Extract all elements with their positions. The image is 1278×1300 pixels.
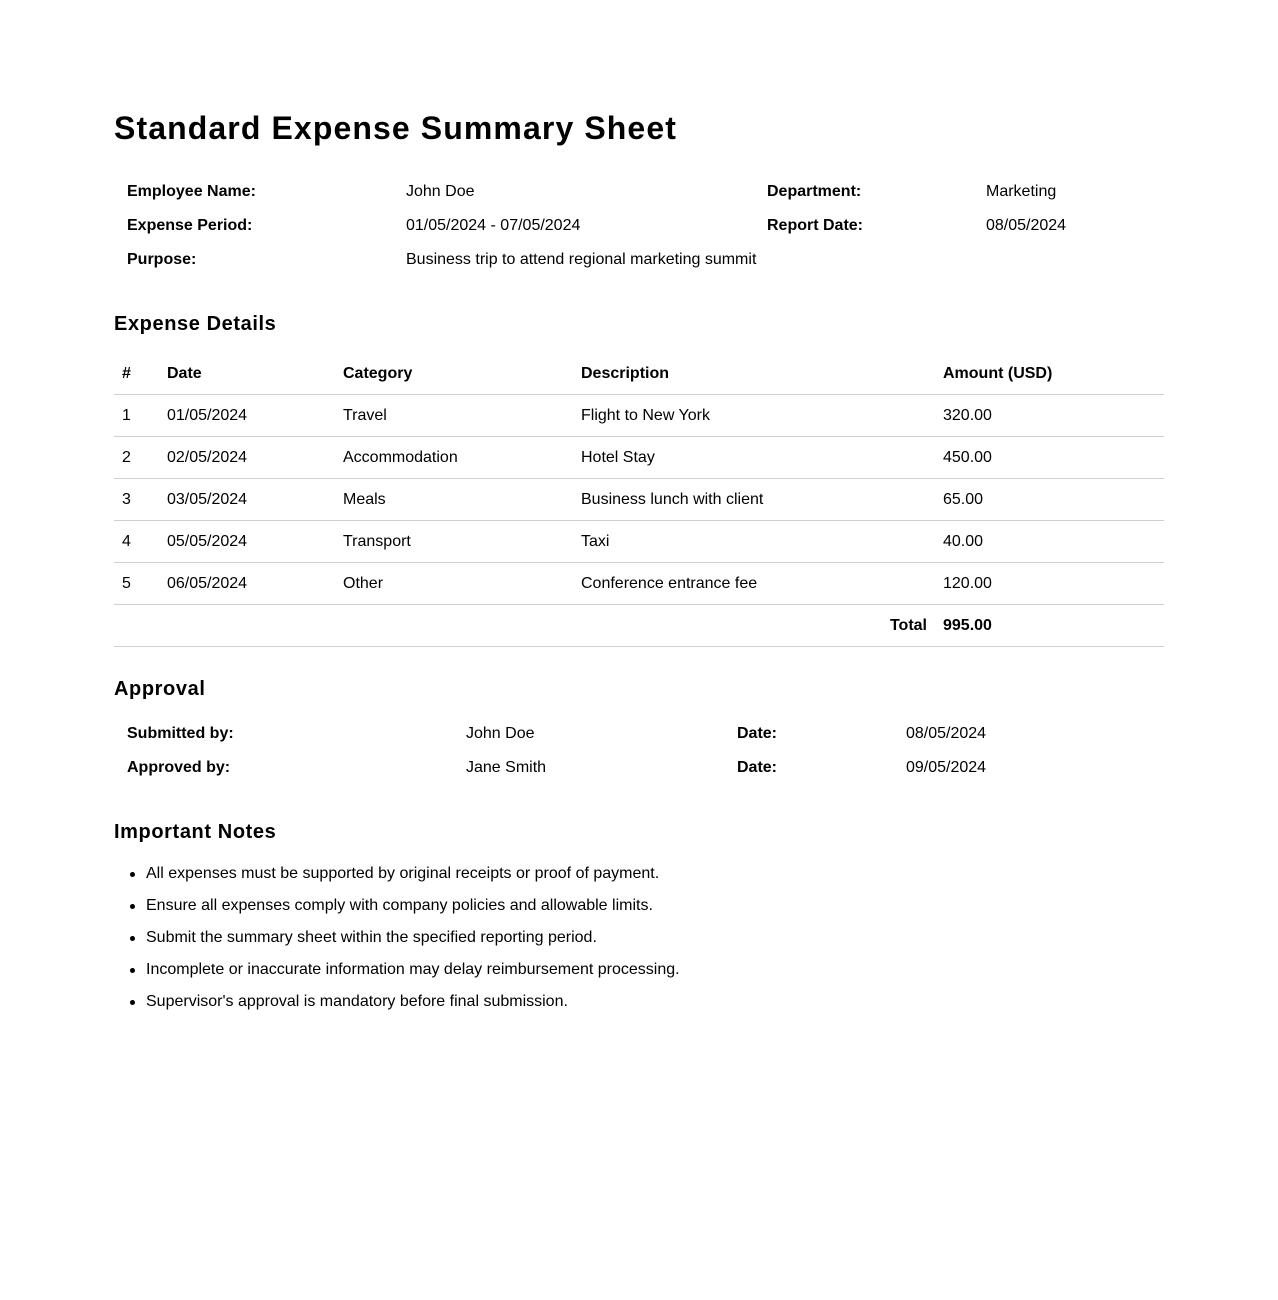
cell-category: Travel bbox=[343, 407, 387, 424]
bullet-icon bbox=[130, 936, 135, 941]
cell-date: 03/05/2024 bbox=[167, 491, 248, 508]
submitted-date-label: Date: bbox=[737, 725, 778, 742]
table-row bbox=[114, 521, 1164, 563]
approval-row-approved bbox=[114, 751, 1164, 785]
column-header-date: Date bbox=[167, 365, 202, 382]
table-row bbox=[114, 437, 1164, 479]
cell-amount: 450.00 bbox=[943, 449, 992, 466]
cell-amount: 65.00 bbox=[943, 491, 984, 508]
note-text: Submit the summary sheet within the specified reporting period. bbox=[146, 929, 597, 946]
column-header-description: Description bbox=[581, 365, 670, 382]
info-row-employee bbox=[114, 175, 1164, 209]
approved-date-value: 09/05/2024 bbox=[906, 759, 987, 776]
cell-number: 1 bbox=[122, 407, 131, 424]
column-header-amount: Amount (USD) bbox=[943, 365, 1053, 382]
cell-date: 02/05/2024 bbox=[167, 449, 248, 466]
total-value: 995.00 bbox=[943, 617, 992, 634]
cell-number: 3 bbox=[122, 491, 131, 508]
column-header-number: # bbox=[122, 365, 131, 382]
employee-info-section bbox=[114, 175, 1164, 277]
employee-name-label: Employee Name: bbox=[127, 183, 256, 200]
note-text: Ensure all expenses comply with company policies and allowable limits. bbox=[146, 897, 653, 914]
submitted-date-value: 08/05/2024 bbox=[906, 725, 987, 742]
table-header-row bbox=[114, 353, 1164, 395]
bullet-icon bbox=[130, 1000, 135, 1005]
bullet-icon bbox=[130, 904, 135, 909]
important-notes-heading: Important Notes bbox=[114, 821, 277, 843]
expense-details-heading: Expense Details bbox=[114, 313, 277, 335]
cell-date: 01/05/2024 bbox=[167, 407, 248, 424]
table-row bbox=[114, 395, 1164, 437]
cell-category: Meals bbox=[343, 491, 386, 508]
expense-period-value: 01/05/2024 - 07/05/2024 bbox=[406, 217, 581, 234]
cell-amount: 320.00 bbox=[943, 407, 992, 424]
approval-section bbox=[114, 717, 1164, 785]
cell-description: Conference entrance fee bbox=[581, 575, 758, 592]
table-row bbox=[114, 479, 1164, 521]
list-item bbox=[146, 922, 680, 954]
submitted-by-label: Submitted by: bbox=[127, 725, 234, 742]
cell-description: Business lunch with client bbox=[581, 491, 764, 508]
cell-description: Taxi bbox=[581, 533, 610, 550]
approved-date-label: Date: bbox=[737, 759, 778, 776]
cell-description: Flight to New York bbox=[581, 407, 710, 424]
cell-description: Hotel Stay bbox=[581, 449, 655, 466]
approval-heading: Approval bbox=[114, 678, 206, 700]
cell-category: Accommodation bbox=[343, 449, 458, 466]
bullet-icon bbox=[130, 872, 135, 877]
cell-amount: 120.00 bbox=[943, 575, 992, 592]
note-text: Incomplete or inaccurate information may delay reimbursement processing. bbox=[146, 961, 680, 978]
department-label: Department: bbox=[767, 183, 862, 200]
submitted-by-value: John Doe bbox=[466, 725, 535, 742]
note-text: Supervisor's approval is mandatory before final submission. bbox=[146, 993, 568, 1010]
info-row-purpose bbox=[114, 243, 1164, 277]
cell-amount: 40.00 bbox=[943, 533, 984, 550]
cell-number: 2 bbox=[122, 449, 131, 466]
report-date-label: Report Date: bbox=[767, 217, 864, 234]
cell-date: 06/05/2024 bbox=[167, 575, 248, 592]
table-row bbox=[114, 563, 1164, 605]
employee-name-value: John Doe bbox=[406, 183, 475, 200]
list-item bbox=[146, 890, 680, 922]
cell-number: 4 bbox=[122, 533, 131, 550]
approval-row-submitted bbox=[114, 717, 1164, 751]
cell-number: 5 bbox=[122, 575, 131, 592]
total-label: Total bbox=[889, 617, 927, 634]
column-header-category: Category bbox=[343, 365, 413, 382]
bullet-icon bbox=[130, 968, 135, 973]
list-item bbox=[146, 954, 680, 986]
list-item bbox=[146, 986, 680, 1018]
expense-period-label: Expense Period: bbox=[127, 217, 253, 234]
notes-list bbox=[114, 858, 680, 1018]
purpose-value: Business trip to attend regional marketing summit bbox=[406, 251, 757, 268]
list-item bbox=[146, 858, 680, 890]
approved-by-label: Approved by: bbox=[127, 759, 231, 776]
report-date-value: 08/05/2024 bbox=[986, 217, 1067, 234]
cell-category: Other bbox=[343, 575, 384, 592]
cell-category: Transport bbox=[343, 533, 411, 550]
expense-table bbox=[114, 353, 1164, 647]
department-value: Marketing bbox=[986, 183, 1057, 200]
info-row-period bbox=[114, 209, 1164, 243]
approved-by-value: Jane Smith bbox=[466, 759, 547, 776]
page-title: Standard Expense Summary Sheet bbox=[114, 110, 677, 146]
note-text: All expenses must be supported by original receipts or proof of payment. bbox=[146, 865, 660, 882]
cell-date: 05/05/2024 bbox=[167, 533, 248, 550]
purpose-label: Purpose: bbox=[127, 251, 197, 268]
table-total-row bbox=[114, 605, 1164, 647]
